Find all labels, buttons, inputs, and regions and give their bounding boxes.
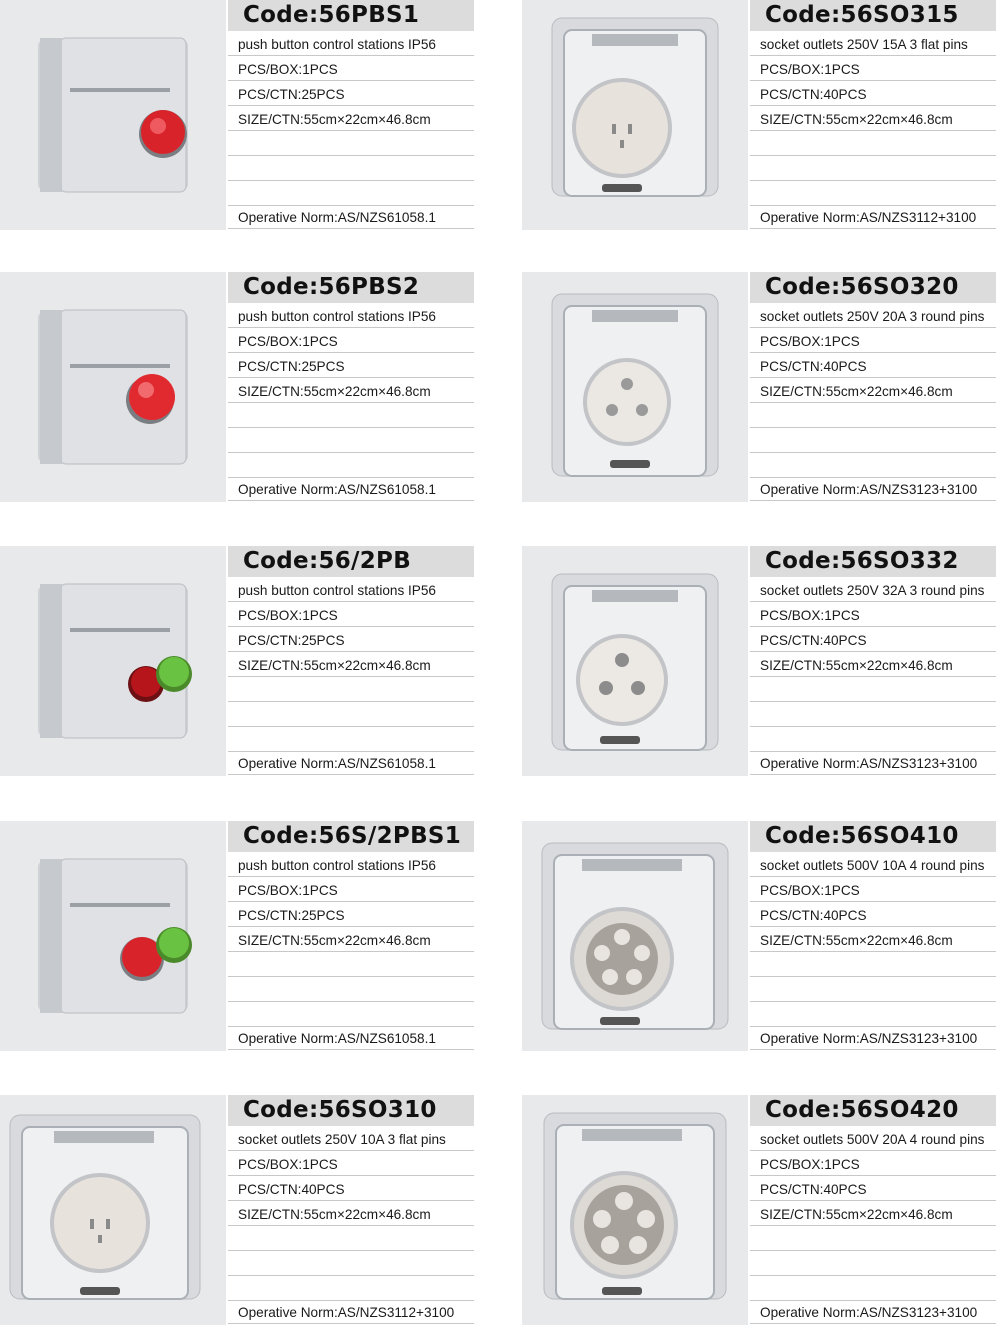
spec-row xyxy=(750,328,996,353)
product-info xyxy=(228,1095,474,1325)
spec-row xyxy=(750,602,996,627)
operative-norm: Operative Norm:AS/NZS3112+3100 xyxy=(238,1305,455,1320)
spec-row xyxy=(228,303,474,328)
spec-row xyxy=(228,927,474,952)
pushbutton-icon xyxy=(0,272,226,502)
product-card-56so310 xyxy=(0,1095,478,1325)
product-photo xyxy=(0,1095,226,1325)
spec-row-empty xyxy=(228,428,474,453)
product-info xyxy=(750,821,996,1051)
product-card-56so420 xyxy=(522,1095,1000,1325)
spec-row-empty xyxy=(750,702,996,727)
spec-row-empty xyxy=(228,677,474,702)
carton-size: SIZE/CTN:55cm×22cm×46.8cm xyxy=(238,933,431,948)
spec-row xyxy=(750,1151,996,1176)
norm-row xyxy=(750,1025,996,1050)
product-description: socket outlets 250V 20A 3 round pins xyxy=(760,309,985,324)
product-info xyxy=(750,272,996,502)
pcs-per-carton: PCS/CTN:25PCS xyxy=(238,633,345,648)
spec-row xyxy=(228,602,474,627)
product-photo xyxy=(0,546,226,776)
operative-norm: Operative Norm:AS/NZS61058.1 xyxy=(238,1031,436,1046)
spec-row-empty xyxy=(750,727,996,752)
spec-row xyxy=(750,303,996,328)
spec-row xyxy=(750,902,996,927)
product-code: Code:56PBS2 xyxy=(243,274,420,300)
product-info xyxy=(228,0,474,230)
spec-row-empty xyxy=(750,453,996,478)
spec-row-empty xyxy=(750,181,996,206)
product-card-56pbs1 xyxy=(0,0,478,230)
socket-outlet-icon xyxy=(522,546,748,776)
spec-row xyxy=(228,328,474,353)
spec-row xyxy=(750,353,996,378)
product-photo xyxy=(522,0,748,230)
spec-row-empty xyxy=(750,156,996,181)
product-info xyxy=(228,546,474,776)
product-description: socket outlets 250V 15A 3 flat pins xyxy=(760,37,968,52)
carton-size: SIZE/CTN:55cm×22cm×46.8cm xyxy=(238,384,431,399)
pushbutton-icon xyxy=(0,821,226,1051)
spec-row xyxy=(750,577,996,602)
spec-row xyxy=(228,81,474,106)
norm-row xyxy=(750,750,996,775)
spec-row-empty xyxy=(750,1002,996,1027)
norm-row xyxy=(228,1025,474,1050)
socket-outlet-icon xyxy=(522,272,748,502)
spec-row-empty xyxy=(228,952,474,977)
product-code: Code:56SO420 xyxy=(765,1097,959,1123)
operative-norm: Operative Norm:AS/NZS3123+3100 xyxy=(760,1031,978,1046)
spec-row-empty xyxy=(750,677,996,702)
product-description: push button control stations IP56 xyxy=(238,37,436,52)
spec-row xyxy=(750,81,996,106)
spec-row xyxy=(228,378,474,403)
spec-row-empty xyxy=(750,1226,996,1251)
product-code: Code:56S/2PBS1 xyxy=(243,823,462,849)
operative-norm: Operative Norm:AS/NZS61058.1 xyxy=(238,482,436,497)
product-description: socket outlets 500V 10A 4 round pins xyxy=(760,858,985,873)
carton-size: SIZE/CTN:55cm×22cm×46.8cm xyxy=(760,658,953,673)
spec-row xyxy=(228,106,474,131)
product-code-bar xyxy=(750,0,996,31)
product-photo xyxy=(522,821,748,1051)
spec-row xyxy=(750,877,996,902)
operative-norm: Operative Norm:AS/NZS3123+3100 xyxy=(760,1305,978,1320)
carton-size: SIZE/CTN:55cm×22cm×46.8cm xyxy=(238,1207,431,1222)
product-code-bar xyxy=(750,821,996,852)
pcs-per-carton: PCS/CTN:40PCS xyxy=(760,908,867,923)
spec-row xyxy=(228,1151,474,1176)
spec-row xyxy=(750,652,996,677)
product-card-56pbs2 xyxy=(0,272,478,502)
spec-row xyxy=(750,1201,996,1226)
product-description: socket outlets 250V 10A 3 flat pins xyxy=(238,1132,446,1147)
spec-row-empty xyxy=(750,131,996,156)
norm-row xyxy=(750,476,996,501)
product-code-bar xyxy=(750,272,996,303)
spec-row-empty xyxy=(228,403,474,428)
product-photo xyxy=(0,0,226,230)
spec-row xyxy=(750,378,996,403)
pcs-per-carton: PCS/CTN:40PCS xyxy=(760,633,867,648)
spec-row xyxy=(750,1176,996,1201)
spec-row xyxy=(750,1126,996,1151)
spec-row-empty xyxy=(228,1226,474,1251)
socket-outlet-icon xyxy=(522,0,748,230)
product-card-56-2pb xyxy=(0,546,478,776)
norm-row xyxy=(228,1299,474,1324)
product-description: push button control stations IP56 xyxy=(238,583,436,598)
product-photo xyxy=(522,272,748,502)
operative-norm: Operative Norm:AS/NZS3112+3100 xyxy=(760,210,977,225)
pcs-per-carton: PCS/CTN:40PCS xyxy=(760,359,867,374)
spec-row xyxy=(228,31,474,56)
spec-row-empty xyxy=(228,1276,474,1301)
pcs-per-box: PCS/BOX:1PCS xyxy=(760,1157,860,1172)
carton-size: SIZE/CTN:55cm×22cm×46.8cm xyxy=(760,1207,953,1222)
product-info xyxy=(750,0,996,230)
pcs-per-box: PCS/BOX:1PCS xyxy=(238,334,338,349)
product-photo xyxy=(522,1095,748,1325)
spec-row xyxy=(750,627,996,652)
pcs-per-box: PCS/BOX:1PCS xyxy=(760,883,860,898)
spec-row xyxy=(228,902,474,927)
pcs-per-carton: PCS/CTN:25PCS xyxy=(238,359,345,374)
spec-row xyxy=(750,927,996,952)
product-code-bar xyxy=(228,1095,474,1126)
product-code-bar xyxy=(750,1095,996,1126)
socket-outlet-icon xyxy=(522,821,748,1051)
operative-norm: Operative Norm:AS/NZS3123+3100 xyxy=(760,756,978,771)
spec-row xyxy=(228,1126,474,1151)
pcs-per-box: PCS/BOX:1PCS xyxy=(238,1157,338,1172)
socket-outlet-icon xyxy=(522,1095,748,1325)
spec-row xyxy=(228,877,474,902)
spec-row-empty xyxy=(228,1002,474,1027)
spec-row xyxy=(228,577,474,602)
spec-row xyxy=(750,56,996,81)
product-card-56so332 xyxy=(522,546,1000,776)
product-description: socket outlets 250V 32A 3 round pins xyxy=(760,583,985,598)
spec-row-empty xyxy=(228,453,474,478)
product-card-56so410 xyxy=(522,821,1000,1051)
pcs-per-box: PCS/BOX:1PCS xyxy=(238,62,338,77)
spec-row-empty xyxy=(228,181,474,206)
spec-row-empty xyxy=(750,952,996,977)
operative-norm: Operative Norm:AS/NZS61058.1 xyxy=(238,210,436,225)
pushbutton-icon xyxy=(0,0,226,230)
norm-row xyxy=(750,204,996,229)
product-photo xyxy=(0,272,226,502)
product-code-bar xyxy=(228,821,474,852)
pcs-per-box: PCS/BOX:1PCS xyxy=(760,608,860,623)
pcs-per-carton: PCS/CTN:40PCS xyxy=(238,1182,345,1197)
product-description: socket outlets 500V 20A 4 round pins xyxy=(760,1132,985,1147)
product-info xyxy=(750,546,996,776)
carton-size: SIZE/CTN:55cm×22cm×46.8cm xyxy=(760,384,953,399)
norm-row xyxy=(228,476,474,501)
product-code: Code:56/2PB xyxy=(243,548,412,574)
spec-row xyxy=(750,106,996,131)
pcs-per-box: PCS/BOX:1PCS xyxy=(760,62,860,77)
product-code-bar xyxy=(750,546,996,577)
spec-row-empty xyxy=(750,1276,996,1301)
product-code-bar xyxy=(228,546,474,577)
spec-row-empty xyxy=(750,1251,996,1276)
socket-outlet-icon xyxy=(0,1095,226,1325)
norm-row xyxy=(228,204,474,229)
pcs-per-box: PCS/BOX:1PCS xyxy=(760,334,860,349)
pcs-per-carton: PCS/CTN:40PCS xyxy=(760,87,867,102)
product-description: push button control stations IP56 xyxy=(238,309,436,324)
spec-row-empty xyxy=(228,727,474,752)
operative-norm: Operative Norm:AS/NZS61058.1 xyxy=(238,756,436,771)
product-photo xyxy=(522,546,748,776)
spec-row xyxy=(750,31,996,56)
product-info xyxy=(228,272,474,502)
product-info xyxy=(750,1095,996,1325)
product-code: Code:56SO320 xyxy=(765,274,959,300)
carton-size: SIZE/CTN:55cm×22cm×46.8cm xyxy=(238,658,431,673)
norm-row xyxy=(750,1299,996,1324)
pcs-per-carton: PCS/CTN:25PCS xyxy=(238,908,345,923)
spec-row-empty xyxy=(228,977,474,1002)
product-card-56so320 xyxy=(522,272,1000,502)
spec-row-empty xyxy=(750,403,996,428)
spec-row-empty xyxy=(750,977,996,1002)
spec-row xyxy=(228,1176,474,1201)
spec-row-empty xyxy=(228,702,474,727)
product-card-56so315 xyxy=(522,0,1000,230)
spec-row-empty xyxy=(228,156,474,181)
spec-row xyxy=(228,627,474,652)
product-code: Code:56PBS1 xyxy=(243,2,420,28)
carton-size: SIZE/CTN:55cm×22cm×46.8cm xyxy=(238,112,431,127)
pcs-per-carton: PCS/CTN:25PCS xyxy=(238,87,345,102)
spec-row-empty xyxy=(228,131,474,156)
product-code: Code:56SO410 xyxy=(765,823,959,849)
pushbutton-icon xyxy=(0,546,226,776)
spec-row xyxy=(228,353,474,378)
pcs-per-box: PCS/BOX:1PCS xyxy=(238,608,338,623)
pcs-per-carton: PCS/CTN:40PCS xyxy=(760,1182,867,1197)
spec-row xyxy=(228,852,474,877)
product-code-bar xyxy=(228,272,474,303)
spec-row xyxy=(750,852,996,877)
product-info xyxy=(228,821,474,1051)
operative-norm: Operative Norm:AS/NZS3123+3100 xyxy=(760,482,978,497)
carton-size: SIZE/CTN:55cm×22cm×46.8cm xyxy=(760,112,953,127)
pcs-per-box: PCS/BOX:1PCS xyxy=(238,883,338,898)
carton-size: SIZE/CTN:55cm×22cm×46.8cm xyxy=(760,933,953,948)
product-code: Code:56SO332 xyxy=(765,548,959,574)
spec-row-empty xyxy=(750,428,996,453)
spec-row xyxy=(228,56,474,81)
spec-row-empty xyxy=(228,1251,474,1276)
norm-row xyxy=(228,750,474,775)
product-description: push button control stations IP56 xyxy=(238,858,436,873)
product-code: Code:56SO315 xyxy=(765,2,959,28)
spec-row xyxy=(228,652,474,677)
product-card-56s-2pbs1 xyxy=(0,821,478,1051)
product-code-bar xyxy=(228,0,474,31)
product-code: Code:56SO310 xyxy=(243,1097,437,1123)
spec-row xyxy=(228,1201,474,1226)
product-photo xyxy=(0,821,226,1051)
